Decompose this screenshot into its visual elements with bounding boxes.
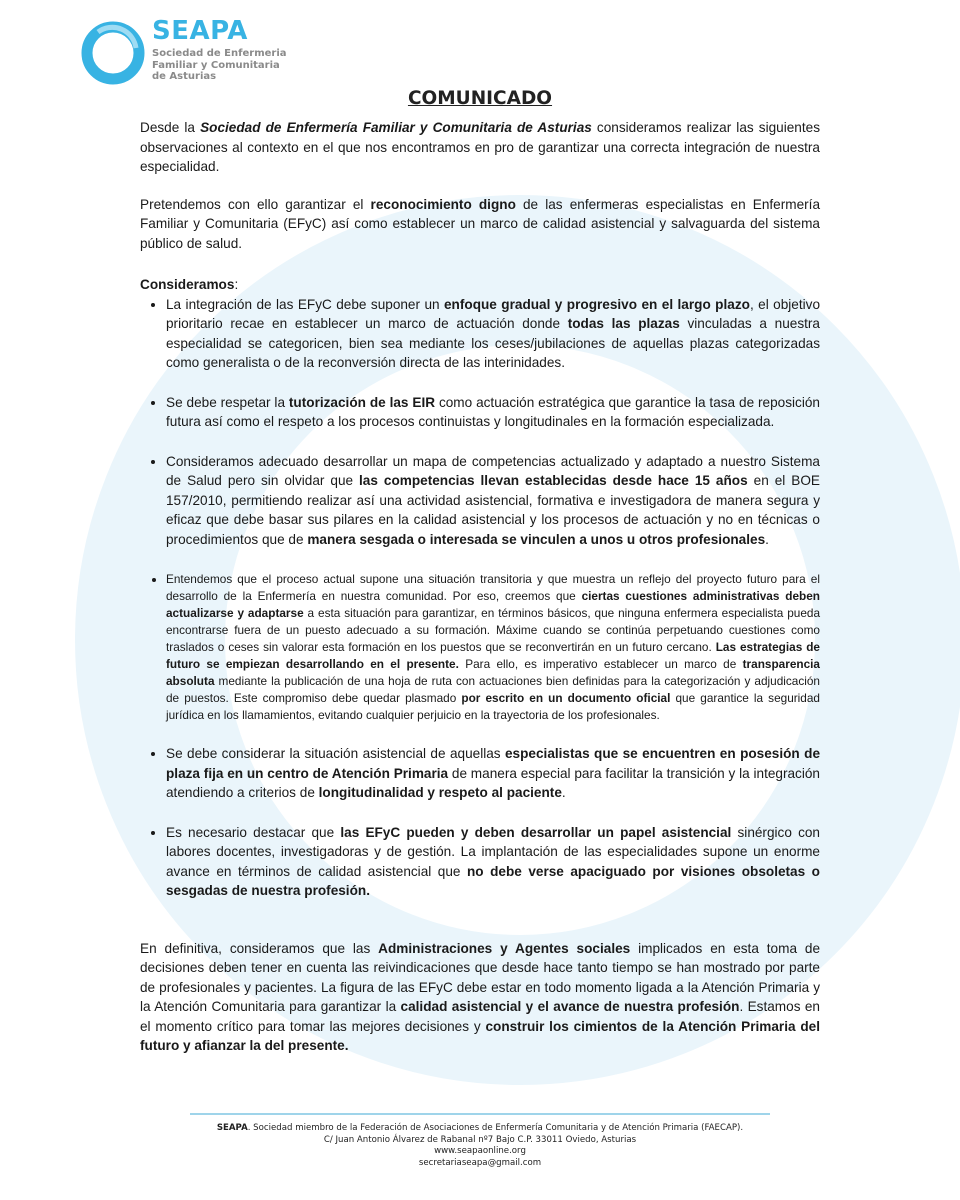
body-text: consideramos realizar las siguientes observaciones al contexto en el que nos encontramos en pro de garantizar una correcta integración de nuestra especialidad.: [140, 120, 820, 174]
logo-ring-icon: [78, 18, 148, 88]
considerations-list: [140, 295, 820, 901]
emphasis-text: longitudinalidad y respeto al paciente: [318, 785, 562, 800]
body-text: En definitiva, consideramos que las: [140, 940, 379, 956]
emphasis-text: Sociedad de Enfermería Familiar y Comunitaria de Asturias: [200, 120, 592, 135]
body-text: Pretendemos con ello garantizar el: [140, 196, 371, 212]
body-text: Para ello, es imperativo establecer un marco de: [458, 657, 743, 671]
emphasis-text: especialistas que se encuentren en posesión de plaza fija en un centro de Atención Primaria: [166, 746, 820, 781]
list-item: [166, 393, 820, 432]
logo-title: SEAPA: [152, 16, 248, 46]
emphasis-text: reconocimiento digno: [370, 196, 516, 212]
body-text: Desde la: [140, 120, 201, 135]
body-text: La integración de las EFyC debe suponer un: [166, 296, 444, 312]
body-text: Se debe considerar la situación asistencial de aquellas: [166, 746, 505, 761]
intro-paragraph: [140, 118, 820, 177]
footer-membership: . Sociedad miembro de la Federación de Asociaciones de Enfermería Comunitaria y de Atención Primaria (FAECAP).: [247, 1123, 744, 1133]
document-title: COMUNICADO: [407, 88, 553, 109]
organization-logo: [78, 14, 338, 94]
emphasis-text: tutorización de las EIR: [288, 394, 436, 410]
logo-subtitle: Sociedad de Enfermeria Familiar y Comunitaria de Asturias: [152, 48, 287, 82]
emphasis-text: Administraciones y Agentes sociales: [378, 940, 631, 956]
conclusion-paragraph: [140, 939, 820, 1056]
emphasis-text: las competencias llevan establecidas desde hace 15 años: [359, 473, 748, 488]
body-text: como actuación estratégica que garantice la tasa de reposición futura así como el respeto a los procesos continuistas y longitudinales en la formación especializada.: [166, 394, 820, 429]
body-text: , el objetivo prioritario recae en establecer un marco de actuación donde: [166, 296, 821, 331]
body-text: de manera especial para facilitar la transición y la integración atendiendo a criterios de: [166, 765, 820, 800]
emphasis-text: construir los cimientos de la Atención Primaria del futuro y afianzar la del presente.: [140, 1018, 820, 1053]
emphasis-text: por escrito en un documento oficial: [461, 691, 671, 705]
emphasis-text: Las estrategias de futuro se empiezan desarrollando en el presente.: [166, 640, 820, 671]
body-text: Entendemos que el proceso actual supone una situación transitoria y que muestra un reflejo del proyecto futuro para el desarrollo de la Enfermería en nuestra comunidad. Por eso, creemos que: [166, 572, 820, 603]
body-text: . Estamos en el momento crítico para tomar las mejores decisiones y: [140, 999, 820, 1034]
list-item: [166, 295, 820, 373]
body-text: Consideramos adecuado desarrollar un mapa de competencias actualizado y adaptado a nuestro Sistema de Salud pero sin olvidar que: [166, 453, 820, 488]
footer-email[interactable]: secretariaseapa@gmail.com: [418, 1157, 542, 1168]
emphasis-text: calidad asistencial y el avance de nuestra profesión: [400, 999, 740, 1014]
footer-org: SEAPA: [216, 1123, 248, 1133]
body-text: .: [561, 785, 566, 800]
document-body: [140, 118, 820, 1056]
body-text: vinculadas a nuestra especialidad se categoricen, bien sea mediante los ceses/jubilaciones de aquellas plazas categorizadas como generalista o de la reconversión directa de las interinidades.: [166, 316, 820, 370]
body-text: .: [765, 531, 769, 547]
footer-website[interactable]: www.seapaonline.org: [434, 1146, 526, 1157]
footer-address: C/ Juan Antonio Álvarez de Rabanal nº7 Bajo C.P. 33011 Oviedo, Asturias: [323, 1134, 637, 1145]
body-text: sinérgico con labores docentes, investigadoras y de gestión. La implantación de las especialidades supone un enorme avance en términos de calidad asistencial que: [166, 824, 820, 879]
footer-divider: [190, 1113, 770, 1115]
list-item: [166, 823, 820, 901]
emphasis-text: enfoque gradual y progresivo en el largo plazo: [444, 296, 750, 312]
body-text: que garantice la seguridad jurídica en los llamamientos, evitando cualquier perjuicio en la trayectoria de los profesionales.: [166, 691, 820, 722]
body-text: Es necesario destacar que: [166, 824, 341, 840]
list-item: [166, 452, 820, 550]
footer: [0, 1123, 960, 1169]
emphasis-text: manera sesgada o interesada se vinculen a unos u otros profesionales: [307, 531, 766, 547]
emphasis-text: las EFyC pueden y deben desarrollar un papel asistencial: [340, 824, 732, 840]
intro-paragraph: [140, 195, 820, 254]
body-text: Se debe respetar la: [166, 394, 289, 410]
list-item: [166, 744, 820, 803]
emphasis-text: todas las plazas: [567, 316, 680, 331]
emphasis-text: no debe verse apaciguado por visiones obsoletas o sesgadas de nuestra profesión.: [166, 863, 820, 898]
body-text: implicados en esta toma de decisiones deben tener en cuenta las reivindicaciones que desde hace tanto tiempo se han mostrado por parte de profesionales y pacientes. La figura de las EFyC debe estar en todo momento ligada a la Atención Primaria y la Atención Comunitaria para garantizar la: [140, 940, 820, 1014]
body-text: en el BOE 157/2010, permitiendo realizar así una actividad asistencial, formativa e investigadora de manera segura y eficaz que debe basar sus pilares en la calidad asistencial y los procesos de actuación y no en técnicas o procedimientos que de: [166, 473, 820, 547]
emphasis-text: transparencia absoluta: [166, 657, 820, 688]
body-text: a esta situación para garantizar, en términos básicos, que ninguna enfermera especialista pueda encontrarse fuera de un puesto adecuado a su formación. Máxime cuando se continúa perpetuando cuestiones como traslados o ceses sin valorar esta formación en los puestos que se reconvertirán en un futuro cercano.: [166, 606, 821, 654]
section-heading: Consideramos:: [140, 277, 239, 292]
list-item: [166, 571, 820, 724]
emphasis-text: ciertas cuestiones administrativas deben actualizarse y adaptarse: [166, 589, 820, 620]
body-text: de las enfermeras especialistas en Enfermería Familiar y Comunitaria (EFyC) así como establecer un marco de calidad asistencial y salvaguarda del sistema público de salud.: [140, 196, 821, 251]
body-text: mediante la publicación de una hoja de ruta con actuaciones bien definidas para la categorización y adjudicación de puestos. Este compromiso debe quedar plasmado: [166, 674, 820, 705]
